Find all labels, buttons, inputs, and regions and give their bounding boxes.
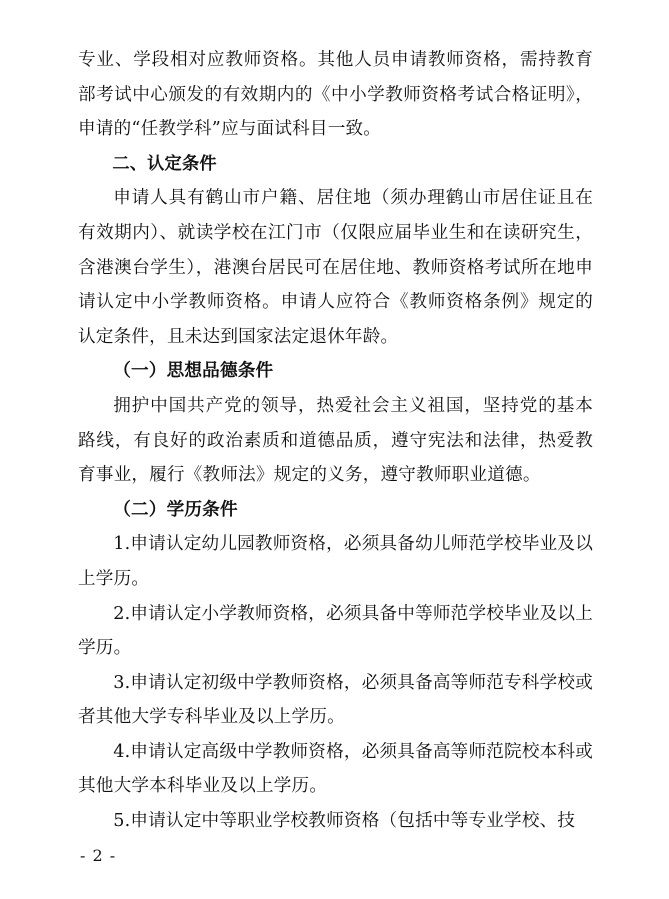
list-item-junior-high: 3.申请认定初级中学教师资格，必须具备高等师范专科学校或者其他大学专科毕业及以上学历。 [78,672,594,728]
list-item-kindergarten: 1.申请认定幼儿园教师资格，必须具备幼儿师范学校毕业及以上学历。 [78,534,594,589]
section-heading-certification-conditions: 二、认定条件 [112,153,217,174]
subsection-heading-moral-conditions: （一）思想品德条件 [113,360,274,382]
subsection-heading-education-conditions: （二）学历条件 [113,498,238,520]
paragraph-moral-conditions: 拥护中国共产党的领导，热爱社会主义祖国，坚持党的基本路线，有良好的政治素质和道德品质，遵守宪法和法律，热爱教育事业，履行《教师法》规定的义务，遵守教师职业道德。 [78,395,593,486]
list-item-senior-high: 4.申请认定高级中学教师资格，必须具备高等师范院校本科或其他大学本科毕业及以上学历。 [78,741,594,797]
page-number: - 2 - [80,846,117,865]
paragraph-continued: 专业、学段相对应教师资格。其他人员申请教师资格，需持教育部考试中心颁发的有效期内的《中小学教师资格考试合格证明》，申请的“任教学科”应与面试科目一致。 [78,50,593,140]
list-item-vocational: 5.申请认定中等职业学校教师资格（包括中等专业学校、技 [113,811,576,832]
list-item-primary-school: 2.申请认定小学教师资格，必须具备中等师范学校毕业及以上学历。 [78,603,594,659]
document-body [78,43,593,839]
paragraph-applicant-eligibility: 申请人具有鹤山市户籍、居住地（须办理鹤山市居住证且在有效期内）、就读学校在江门市（仅限应届毕业生和在读研究生，含港澳台学生），港澳台居民可在居住地、教师资格考试所在地申请认定中小学教师资格。申请人应符合《教师资格条例》规定的认定条件，且未达到国家法定退休年龄。 [78,188,593,347]
